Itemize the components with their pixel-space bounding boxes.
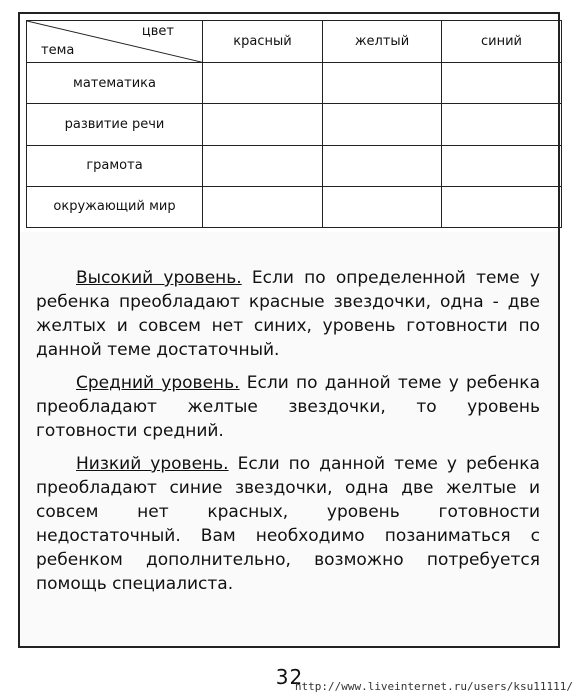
level-medium-title: Средний уровень. — [76, 373, 240, 393]
level-high-title: Высокий уровень. — [76, 268, 242, 288]
topic-label: тема — [41, 43, 75, 59]
row-label: развитие речи — [27, 104, 203, 145]
watermark-url: http://www.liveinternet.ru/users/ksu11111/ — [294, 680, 573, 693]
level-low-text: Если по данной теме у ребенка преобладают синие звездочки, одна две желтые и совсем нет красных, уровень готовности недостаточный. Вам необходимо позаниматься с ребенком дополнительно, возможно потребуется помощь специалиста. — [36, 454, 540, 594]
table-cell[interactable] — [203, 145, 323, 186]
level-low-title: Низкий уровень. — [76, 454, 229, 474]
table-cell[interactable] — [323, 145, 442, 186]
page-number: 32 — [275, 665, 304, 689]
row-label: грамота — [27, 145, 203, 186]
table-cell[interactable] — [203, 63, 323, 104]
table-cell[interactable] — [442, 145, 562, 186]
table-header-row — [27, 21, 562, 63]
levels-description — [36, 266, 540, 605]
row-label: окружающий мир — [27, 186, 203, 227]
column-header-red: красный — [203, 21, 323, 63]
level-high-paragraph — [36, 266, 540, 362]
level-low-paragraph — [36, 452, 540, 596]
table-row — [27, 104, 562, 145]
table-cell[interactable] — [203, 104, 323, 145]
column-header-yellow: желтый — [323, 21, 442, 63]
table-row — [27, 145, 562, 186]
level-medium-text: Если по данной теме у ребенка преобладают желтые звездочки, то уровень готовности средний. — [36, 373, 540, 441]
level-high-text: Если по определенной теме у ребенка преобладают красные звездочки, одна - две желтых и совсем нет синих, уровень готовности по данной теме достаточный. — [36, 268, 540, 360]
table-cell[interactable] — [442, 104, 562, 145]
column-header-blue: синий — [442, 21, 562, 63]
table-cell[interactable] — [323, 104, 442, 145]
assessment-table — [26, 20, 562, 228]
table-row — [27, 63, 562, 104]
diagonal-header-cell — [27, 21, 203, 63]
table-cell[interactable] — [323, 186, 442, 227]
table-cell[interactable] — [203, 186, 323, 227]
color-label: цвет — [141, 24, 174, 39]
row-label: математика — [27, 63, 203, 104]
page-frame — [18, 12, 560, 648]
level-medium-paragraph — [36, 371, 540, 443]
table-cell[interactable] — [442, 63, 562, 104]
table-cell[interactable] — [442, 186, 562, 227]
table-cell[interactable] — [323, 63, 442, 104]
table-row — [27, 186, 562, 227]
